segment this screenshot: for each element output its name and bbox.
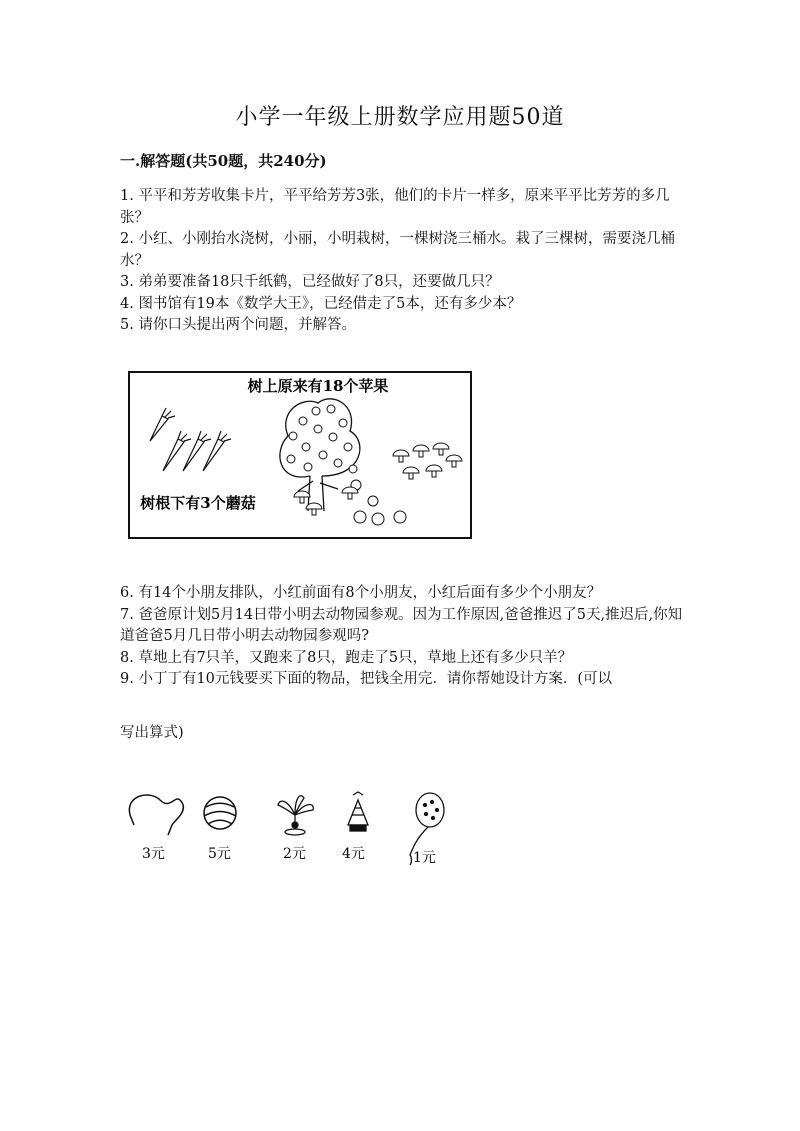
price-label: 2元: [283, 846, 306, 862]
question-7: 7. 爸爸原计划5月14日带小明去动物园参观。因为工作原因,爸爸推迟了5天,推迟后,你知道爸爸5月几日带小明去动物园参观吗?: [120, 606, 683, 644]
question-4: 4. 图书馆有19本《数学大王》，已经借走了5本，还有多少本？: [120, 295, 522, 312]
question-9: 9. 小丁丁有10元钱要买下面的物品，把钱全用完．请你帮她设计方案．(可以: [120, 671, 613, 687]
question-5: 5. 请你口头提出两个问题，并解答。: [120, 317, 356, 333]
question-3: 3. 弟弟要准备18只千纸鹤，已经做好了8只，还要做几只？: [120, 274, 500, 290]
price-label: 5元: [208, 846, 231, 862]
question-list-part2: [120, 583, 685, 691]
section-heading: 一.解答题(共50题，共240分): [120, 152, 327, 170]
items-price-figure: [120, 780, 460, 880]
ball-icon: [204, 797, 236, 829]
question-8: 8. 草地上有7只羊，又跑来了8只，跑走了5只，草地上还有多少只羊？: [120, 649, 573, 666]
question-list-part1: [120, 186, 685, 337]
jump-rope-icon: [129, 795, 183, 835]
question-1: 1. 平平和芳芳收集卡片，平平给芳芳3张，他们的卡片一样多，原来平平比芳芳的多几张？: [120, 188, 670, 226]
shuttlecock-icon: [348, 792, 368, 831]
page-title: 小学一年级上册数学应用题50道: [235, 105, 565, 130]
figure-bottom-label: 树根下有3个蘑菇: [140, 494, 256, 512]
price-label: 4元: [342, 846, 365, 862]
price-label: 1元: [413, 850, 436, 866]
apple-tree-figure: [128, 371, 472, 539]
question-6: 6. 有14个小朋友排队，小红前面有8个小朋友，小红后面有多少个小朋友？: [120, 585, 602, 601]
figure-top-label: 树上原来有18个苹果: [247, 377, 389, 395]
pinwheel-toy-icon: [278, 796, 313, 835]
question-2: 2. 小红、小刚抬水浇树，小丽，小明栽树，一棵树浇三桶水。栽了三棵树，需要浇几桶水？: [120, 231, 675, 269]
price-label: 3元: [142, 846, 165, 862]
question-9-tail: 写出算式): [120, 725, 184, 741]
